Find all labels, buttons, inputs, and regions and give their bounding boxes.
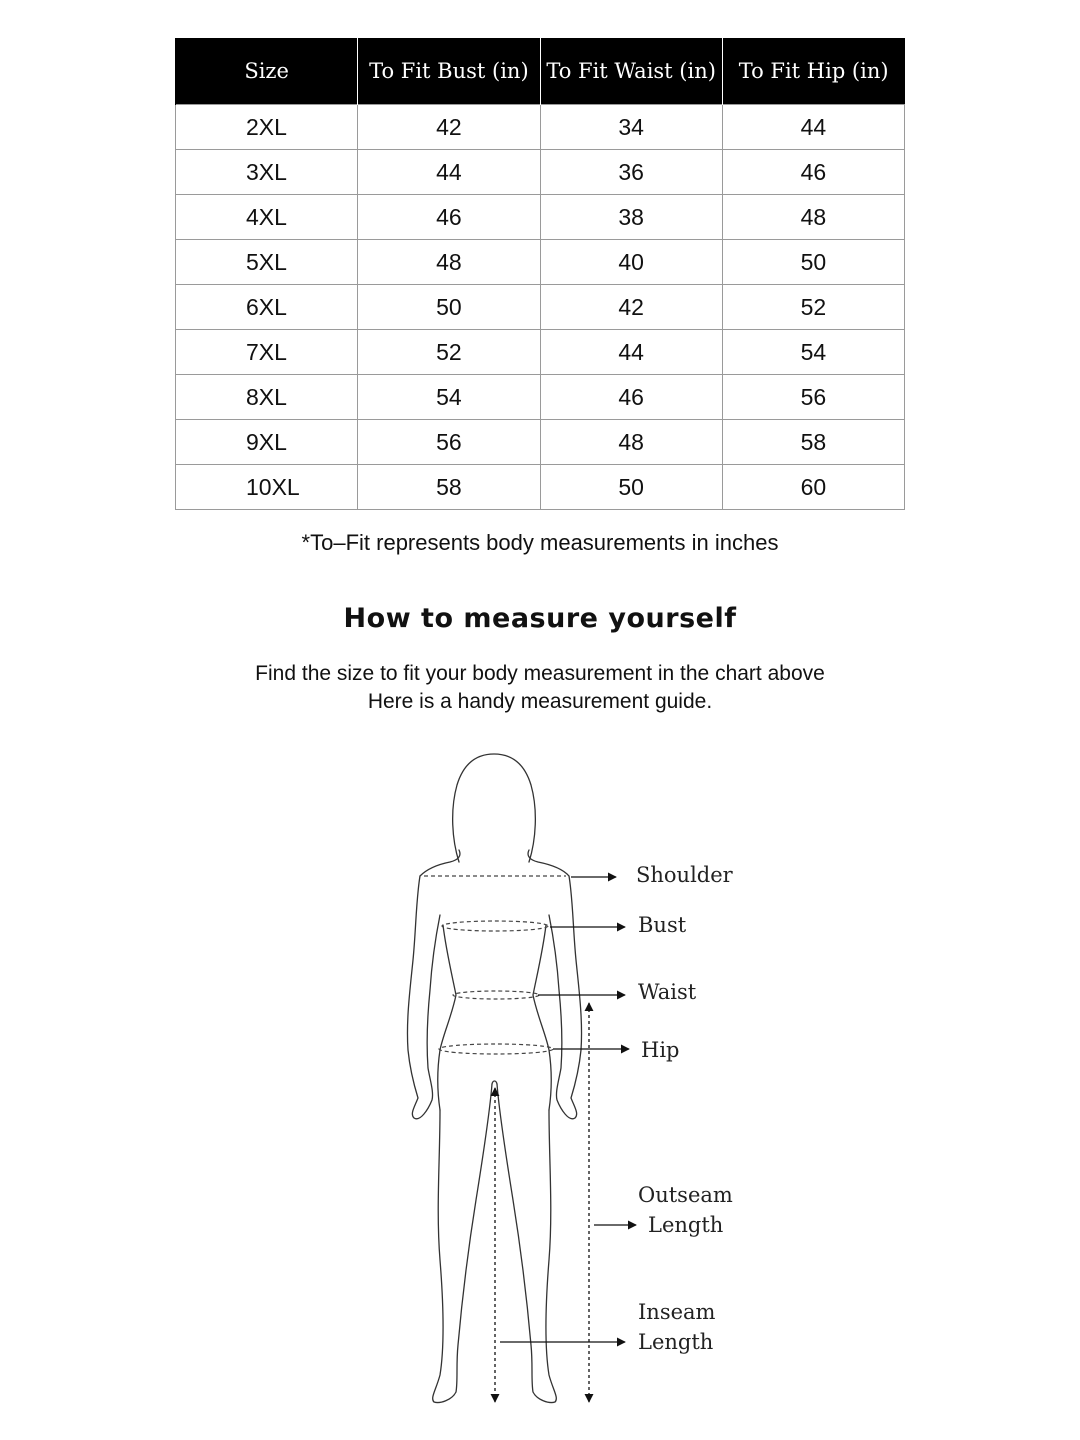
cell-waist: 48	[540, 420, 722, 465]
cell-bust: 48	[358, 240, 540, 285]
table-row	[176, 330, 905, 375]
hip-measure-ellipse	[439, 1044, 553, 1054]
label-bust: Bust	[638, 913, 687, 937]
cell-hip: 54	[722, 330, 904, 375]
cell-bust: 54	[358, 375, 540, 420]
cell-waist: 50	[540, 465, 722, 510]
cell-size: 7XL	[176, 330, 358, 375]
cell-hip: 60	[722, 465, 904, 510]
size-chart-table	[175, 38, 905, 510]
cell-size: 3XL	[176, 150, 358, 195]
cell-size: 6XL	[176, 285, 358, 330]
bust-measure-ellipse	[442, 921, 548, 931]
cell-waist: 34	[540, 105, 722, 150]
figure-right-arm	[549, 876, 582, 1119]
cell-bust: 50	[358, 285, 540, 330]
figure-torso-right	[533, 925, 551, 1110]
cell-waist: 36	[540, 150, 722, 195]
cell-size: 4XL	[176, 195, 358, 240]
label-inseam-length: Length	[638, 1330, 714, 1354]
header-hip: To Fit Hip (in)	[722, 38, 904, 105]
figure-right-leg	[497, 1084, 556, 1403]
guide-instruction: Find the size to fit your body measurement in the chart above	[255, 662, 825, 685]
header-waist: To Fit Waist (in)	[540, 38, 722, 105]
cell-waist: 44	[540, 330, 722, 375]
cell-waist: 38	[540, 195, 722, 240]
figure-neck-left	[420, 850, 460, 876]
label-inseam: Inseam	[638, 1300, 716, 1324]
cell-bust: 52	[358, 330, 540, 375]
table-row	[176, 375, 905, 420]
label-hip: Hip	[641, 1038, 680, 1062]
table-header-row	[176, 38, 905, 105]
table-row	[176, 465, 905, 510]
label-outseam-length: Length	[648, 1213, 724, 1237]
table-row	[176, 240, 905, 285]
label-outseam: Outseam	[638, 1183, 733, 1207]
table-row	[176, 285, 905, 330]
table-row	[176, 150, 905, 195]
cell-bust: 58	[358, 465, 540, 510]
waist-measure-ellipse	[453, 991, 539, 999]
figure-left-arm	[407, 876, 440, 1119]
cell-waist: 42	[540, 285, 722, 330]
cell-hip: 44	[722, 105, 904, 150]
cell-hip: 48	[722, 195, 904, 240]
label-shoulder: Shoulder	[636, 863, 733, 887]
figure-left-leg	[433, 1084, 492, 1403]
cell-hip: 52	[722, 285, 904, 330]
cell-size: 9XL	[176, 420, 358, 465]
table-row	[176, 195, 905, 240]
measurement-note: *To–Fit represents body measurements in inches	[301, 530, 779, 555]
guide-title: How to measure yourself	[343, 603, 737, 634]
cell-hip: 46	[722, 150, 904, 195]
label-waist: Waist	[638, 980, 697, 1004]
cell-hip: 50	[722, 240, 904, 285]
figure-neck-right	[528, 850, 569, 876]
cell-bust: 42	[358, 105, 540, 150]
cell-size: 2XL	[176, 105, 358, 150]
cell-bust: 56	[358, 420, 540, 465]
cell-hip: 58	[722, 420, 904, 465]
figure-torso-left	[438, 925, 456, 1110]
cell-size: 10XL	[176, 465, 358, 510]
cell-waist: 40	[540, 240, 722, 285]
header-size: Size	[176, 38, 358, 105]
cell-waist: 46	[540, 375, 722, 420]
cell-bust: 44	[358, 150, 540, 195]
cell-hip: 56	[722, 375, 904, 420]
cell-bust: 46	[358, 195, 540, 240]
cell-size: 5XL	[176, 240, 358, 285]
guide-subtext: Here is a handy measurement guide.	[367, 690, 713, 713]
header-bust: To Fit Bust (in)	[358, 38, 540, 105]
table-row	[176, 105, 905, 150]
body-measurement-illustration	[0, 740, 1080, 1420]
table-row	[176, 420, 905, 465]
cell-size: 8XL	[176, 375, 358, 420]
figure-crotch	[492, 1081, 497, 1084]
figure-head	[453, 754, 536, 862]
